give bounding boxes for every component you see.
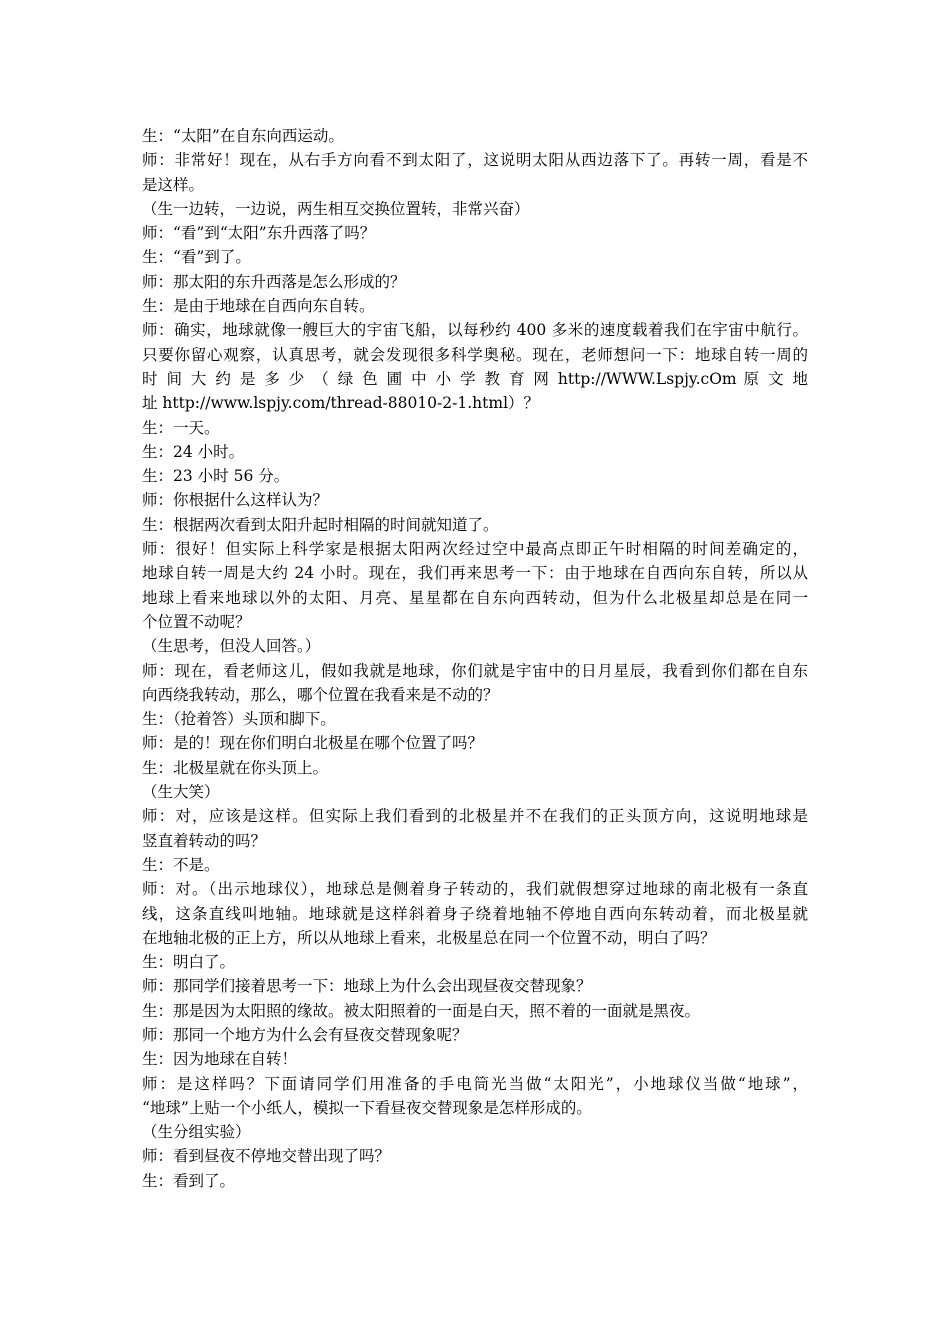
text-line: 地球上看来地球以外的太阳、月亮、星星都在自东向西转动，但为什么北极星却总是在同一 — [142, 588, 808, 607]
text-line: 是这样。 — [142, 175, 205, 194]
text-line: 竖直着转动的吗？ — [142, 831, 267, 850]
text-line: 生：24 小时。 — [142, 442, 245, 461]
text-line: 师：那太阳的东升西落是怎么形成的？ — [142, 272, 406, 291]
document-body — [142, 124, 808, 1193]
text-line: 师：是的！现在你们明白北极星在哪个位置了吗？ — [142, 734, 484, 753]
text-line: 生：因为地球在自转！ — [142, 1050, 298, 1069]
text-line: 师：是这样吗？下面请同学们用准备的手电筒光当做“太阳光”，小地球仪当做“地球”， — [142, 1074, 808, 1093]
text-line: 师：对。（出示地球仪），地球总是侧着身子转动的，我们就假想穿过地球的南北极有一条直 — [142, 880, 808, 899]
text-line: 生：不是。 — [142, 855, 220, 874]
text-line: 生：一天。 — [142, 418, 220, 437]
text-line: 个位置不动呢？ — [142, 612, 251, 631]
text-line: 师：很好！但实际上科学家是根据太阳两次经过空中最高点即正午时相隔的时间差确定的， — [142, 540, 808, 559]
text-line: 线，这条直线叫地轴。地球就是这样斜着身子绕着地轴不停地自西向东转动着，而北极星就 — [142, 904, 808, 923]
text-line: 师：看到昼夜不停地交替出现了吗？ — [142, 1147, 391, 1166]
text-line: 师：那同学们接着思考一下：地球上为什么会出现昼夜交替现象？ — [142, 977, 592, 996]
text-line: 师：确实，地球就像一艘巨大的宇宙飞船，以每秒约 400 多米的速度载着我们在宇宙中航行。 — [142, 321, 808, 340]
text-line: 在地轴北极的正上方，所以从地球上看来，北极星总在同一个位置不动，明白了吗？ — [142, 928, 716, 947]
text-line: 生：23 小时 56 分。 — [142, 467, 290, 486]
text-line: 生：“看”到了。 — [142, 248, 251, 267]
text-line: 生：“太阳”在自东向西运动。 — [142, 127, 344, 145]
text-line: 生：是由于地球在自西向东自转。 — [142, 297, 375, 316]
text-line: 师：非常好！现在，从右手方向看不到太阳了，这说明太阳从西边落下了。再转一周，看是不 — [142, 151, 808, 170]
text-line: （生思考，但没人回答。） — [142, 637, 321, 656]
text-line: 生：（抢着答）头顶和脚下。 — [142, 710, 336, 729]
text-line: （生大笑） — [142, 783, 220, 802]
text-line: （生一边转，一边说，两生相互交换位置转，非常兴奋） — [142, 199, 530, 218]
text-line: 师：现在，看老师这儿，假如我就是地球，你们就是宇宙中的日月星辰，我看到你们都在自东 — [142, 661, 808, 680]
text-line: 师：对，应该是这样。但实际上我们看到的北极星并不在我们的正头顶方向，这说明地球是 — [142, 807, 808, 826]
text-line: （生分组实验） — [142, 1123, 251, 1142]
text-line: 生：北极星就在你头顶上。 — [142, 758, 329, 777]
text-line: “地球”上贴一个小纸人，模拟一下看昼夜交替现象是怎样形成的。 — [142, 1098, 592, 1117]
text-line: 师：“看”到“太阳”东升西落了吗？ — [142, 224, 376, 243]
text-line: 只要你留心观察，认真思考，就会发现很多科学奥秘。现在，老师想问一下：地球自转一周的 — [142, 345, 808, 364]
text-line: 向西绕我转动，那么，哪个位置在我看来是不动的？ — [142, 685, 499, 704]
text-line: 址 http://www.lspjy.com/thread-88010-2-1.html）？ — [142, 394, 540, 413]
text-line: 师：那同一个地方为什么会有昼夜交替现象呢？ — [142, 1025, 468, 1044]
text-line: 生：那是因为太阳照的缘故。被太阳照着的一面是白天，照不着的一面就是黑夜。 — [142, 1001, 701, 1020]
text-line: 生：根据两次看到太阳升起时相隔的时间就知道了。 — [142, 515, 499, 534]
text-line: 生：明白了。 — [142, 953, 236, 972]
text-line: 地球自转一周是大约 24 小时。现在，我们再来思考一下：由于地球在自西向东自转，所以从 — [142, 564, 808, 583]
text-line: 师：你根据什么这样认为？ — [142, 491, 329, 510]
text-line: 时 间 大 约 是 多 少 （ 绿 色 圃 中 小 学 教 育 网 http://WWW.Lspjy.cOm 原 文 地 — [142, 369, 808, 388]
text-line: 生：看到了。 — [142, 1171, 236, 1190]
